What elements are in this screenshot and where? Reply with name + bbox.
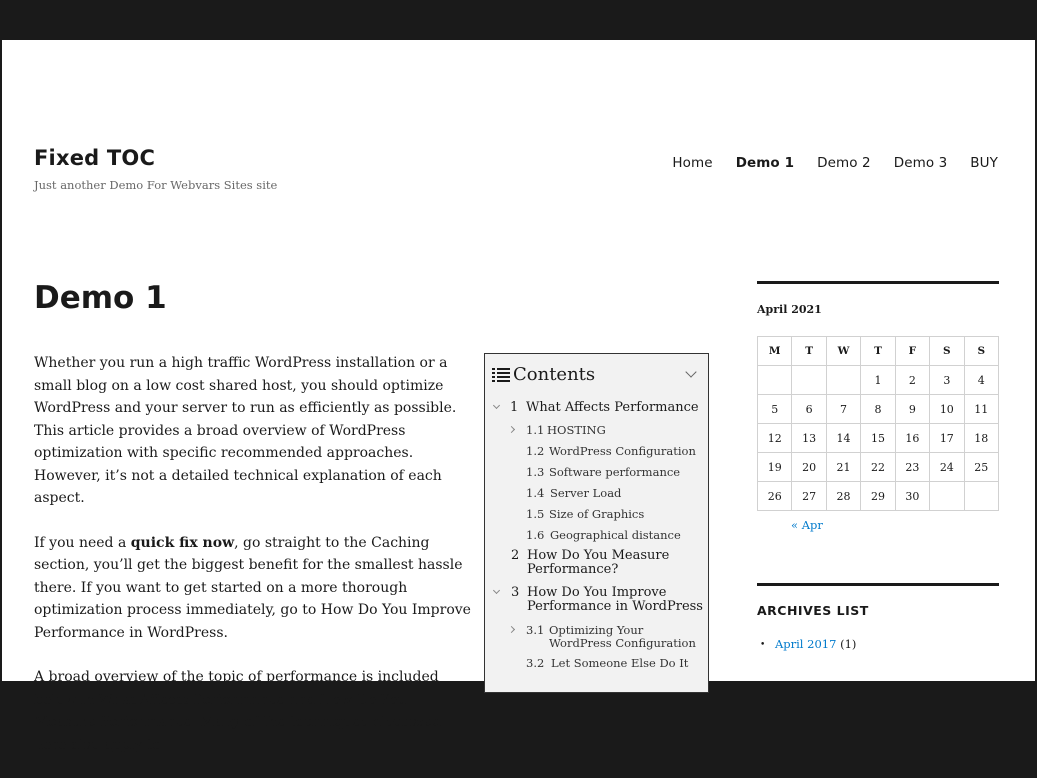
- calendar-day: 2: [895, 366, 929, 395]
- toc-header[interactable]: [492, 364, 595, 385]
- calendar-day: [964, 482, 998, 511]
- main-navigation: [672, 155, 998, 171]
- calendar-day: 15: [861, 424, 895, 453]
- calendar-day: 22: [861, 453, 895, 482]
- calendar-day: 21: [826, 453, 860, 482]
- calendar-day: [826, 366, 860, 395]
- nav-buy[interactable]: BUY: [970, 155, 998, 171]
- calendar-day: 27: [792, 482, 826, 511]
- calendar-day: 17: [930, 424, 964, 453]
- toc-title: Contents: [513, 364, 596, 385]
- calendar-day: 23: [895, 453, 929, 482]
- calendar-header: S: [930, 337, 964, 366]
- calendar-header: S: [964, 337, 998, 366]
- widget-divider: [757, 583, 999, 586]
- calendar-day: 9: [895, 395, 929, 424]
- calendar-day: 30: [895, 482, 929, 511]
- archives-title: ARCHIVES LIST: [757, 603, 869, 618]
- calendar-day: 14: [826, 424, 860, 453]
- site-description: Just another Demo For Webvars Sites site: [34, 178, 278, 192]
- quick-fix-emphasis: quick fix now: [130, 534, 235, 551]
- list-item: [760, 637, 856, 651]
- calendar-day: 10: [930, 395, 964, 424]
- calendar-day: 16: [895, 424, 929, 453]
- page-title: Demo 1: [34, 280, 167, 316]
- calendar-day: 4: [964, 366, 998, 395]
- entry-content: [34, 352, 474, 778]
- calendar-day: 3: [930, 366, 964, 395]
- calendar-day: 24: [930, 453, 964, 482]
- nav-demo-3[interactable]: Demo 3: [893, 155, 948, 171]
- chevron-down-icon[interactable]: [685, 366, 696, 377]
- calendar-header: M: [758, 337, 792, 366]
- list-icon: [492, 367, 510, 383]
- calendar-day: 5: [758, 395, 792, 424]
- calendar-header: F: [895, 337, 929, 366]
- calendar-day: 6: [792, 395, 826, 424]
- calendar: [757, 336, 999, 511]
- calendar-prev-link[interactable]: « Apr: [791, 518, 823, 532]
- archive-count: (1): [840, 637, 857, 651]
- chevron-down-icon[interactable]: [493, 587, 500, 594]
- calendar-day: 7: [826, 395, 860, 424]
- widget-divider: [757, 281, 999, 284]
- paragraph-2-text: If you need a: [34, 534, 131, 551]
- nav-demo-2[interactable]: Demo 2: [817, 155, 871, 171]
- paragraph-2-text-rest: , go straight to the Caching section, you’ll get the biggest benefit for the smallest hassle there. If you want to get started on a more thorough optimization process immediately, go to How Do You Improve Performance in WordPress.: [34, 534, 471, 641]
- calendar-day: 29: [861, 482, 895, 511]
- site-title[interactable]: Fixed TOC: [34, 146, 156, 170]
- paragraph-3: A broad overview of the topic of performance is included below in What Affects Performance and How Do You Measure Performance. Many of the techniques discussed here also apply to: [34, 669, 442, 753]
- calendar-day: [758, 366, 792, 395]
- archives-list: [760, 637, 856, 651]
- archive-link[interactable]: April 2017: [774, 637, 837, 651]
- calendar-day: 13: [792, 424, 826, 453]
- nav-demo-1[interactable]: Demo 1: [735, 155, 795, 171]
- paragraph-2: [34, 532, 474, 645]
- nav-home[interactable]: Home: [672, 155, 713, 171]
- calendar-day: 8: [861, 395, 895, 424]
- calendar-day: 20: [792, 453, 826, 482]
- table-of-contents: Contents 1 What Affects Performance 1.1 HOSTING 1.2 WordPress Configuration 1.3 Software performance 1.4 Server Load 1.5 Size of Graphics 1.6 Geographical distance 2 How Do You Measure Performance? 3 How Do You Improve Performance in WordPress 3.1 Optimizing Your WordPress Configuration 3.2 Let Someone Else Do It: [484, 353, 709, 693]
- calendar-day: 18: [964, 424, 998, 453]
- calendar-day: 25: [964, 453, 998, 482]
- calendar-day: 11: [964, 395, 998, 424]
- calendar-header: T: [792, 337, 826, 366]
- calendar-day: [792, 366, 826, 395]
- calendar-header: T: [861, 337, 895, 366]
- paragraph-1: Whether you run a high traffic WordPress installation or a small blog on a low cost shared host, you should optimize WordPress and your server to run as efficiently as possible. This article provides a broad overview of WordPress optimization with specific recommended approaches. However, it’s not a detailed technical explanation of each aspect.: [34, 355, 457, 506]
- calendar-day: 19: [758, 453, 792, 482]
- page: [1, 39, 1036, 753]
- calendar-day: 12: [758, 424, 792, 453]
- chevron-right-icon[interactable]: [508, 626, 515, 633]
- calendar-caption: April 2021: [757, 303, 822, 316]
- calendar-header: W: [826, 337, 860, 366]
- calendar-day: 26: [758, 482, 792, 511]
- calendar-day: [930, 482, 964, 511]
- chevron-down-icon[interactable]: [493, 402, 500, 409]
- calendar-day: 28: [826, 482, 860, 511]
- chevron-right-icon[interactable]: [508, 426, 515, 433]
- calendar-day: 1: [861, 366, 895, 395]
